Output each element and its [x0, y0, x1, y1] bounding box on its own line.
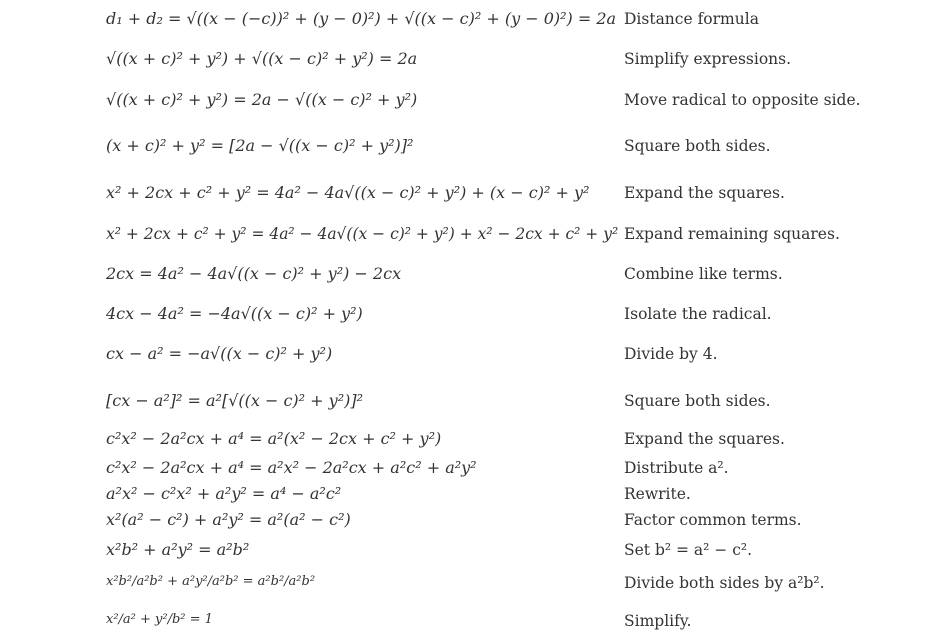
step-description: Divide both sides by a²b². — [624, 574, 825, 592]
equation: [cx − a²]² = a²[√((x − c)² + y²)]² — [106, 391, 364, 410]
step-description: Set b² = a² − c². — [624, 541, 753, 559]
equation: 4cx − 4a² = −4a√((x − c)² + y²) — [106, 304, 363, 323]
step-description: Distance formula — [624, 10, 759, 28]
equation: d₁ + d₂ = √((x − (−c))² + (y − 0)²) + √((x − c)² + (y − 0)²) = 2a — [106, 9, 617, 28]
equation: x² + 2cx + c² + y² = 4a² − 4a√((x − c)² + y²) + x² − 2cx + c² + y² — [106, 224, 619, 243]
equation: x²b² + a²y² = a²b² — [106, 540, 250, 559]
step-description: Isolate the radical. — [624, 305, 772, 323]
equation: (x + c)² + y² = [2a − √((x − c)² + y²)]² — [106, 136, 414, 155]
step-description: Rewrite. — [624, 485, 691, 503]
equation: x²(a² − c²) + a²y² = a²(a² − c²) — [106, 510, 351, 529]
step-description: Move radical to opposite side. — [624, 91, 861, 109]
equation: a²x² − c²x² + a²y² = a⁴ − a²c² — [106, 484, 342, 503]
step-description: Distribute a². — [624, 459, 729, 477]
step-description: Expand the squares. — [624, 430, 785, 448]
step-description: Combine like terms. — [624, 265, 783, 283]
equation: √((x + c)² + y²) + √((x − c)² + y²) = 2a — [106, 49, 418, 68]
step-description: Simplify expressions. — [624, 50, 792, 68]
equation: √((x + c)² + y²) = 2a − √((x − c)² + y²) — [106, 90, 418, 109]
step-description: Simplify. — [624, 612, 692, 630]
equation: x² + 2cx + c² + y² = 4a² − 4a√((x − c)² + y²) + (x − c)² + y² — [106, 183, 590, 202]
step-description: Expand the squares. — [624, 184, 785, 202]
step-description: Square both sides. — [624, 392, 771, 410]
equation: cx − a² = −a√((x − c)² + y²) — [106, 344, 333, 363]
step-description: Divide by 4. — [624, 345, 718, 363]
equation: 2cx = 4a² − 4a√((x − c)² + y²) − 2cx — [106, 264, 402, 283]
step-description: Square both sides. — [624, 137, 771, 155]
step-description: Expand remaining squares. — [624, 225, 840, 243]
equation: x²/a² + y²/b² = 1 — [106, 612, 213, 627]
equation: x²b²/a²b² + a²y²/a²b² = a²b²/a²b² — [106, 574, 316, 589]
step-description: Factor common terms. — [624, 511, 802, 529]
equation: c²x² − 2a²cx + a⁴ = a²x² − 2a²cx + a²c² + a²y² — [106, 458, 477, 477]
equation: c²x² − 2a²cx + a⁴ = a²(x² − 2cx + c² + y²) — [106, 429, 442, 448]
